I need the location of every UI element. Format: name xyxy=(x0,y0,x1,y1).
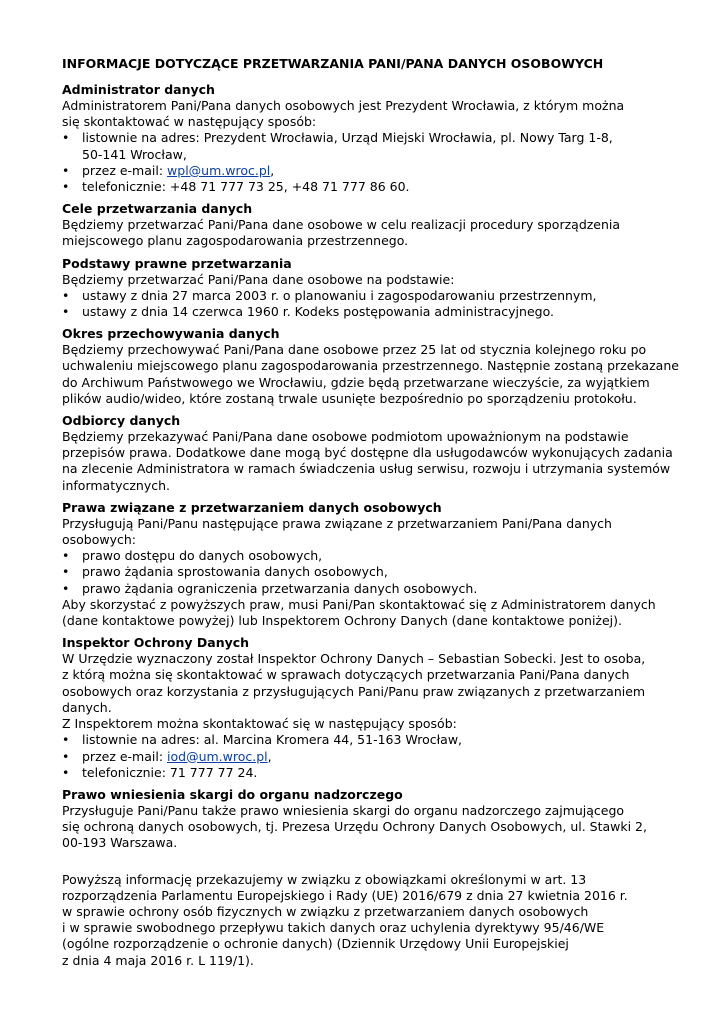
administrator-line: się skontaktować w następujący sposób: xyxy=(62,114,317,130)
section-okres xyxy=(62,326,682,407)
okres-line: do Archiwum Państwowego we Wrocławiu, gdzie będą przetwarzane wieczyście, za wyjątkiem xyxy=(62,374,650,390)
bullet-icon: • xyxy=(62,732,70,748)
section-cele xyxy=(62,201,682,249)
podstawy-item: ustawy z dnia 27 marca 2003 r. o planowaniu i zagospodarowaniu przestrzennym, xyxy=(82,287,597,303)
section-odbiorcy xyxy=(62,413,682,494)
footer-line: z dnia 4 maja 2016 r. L 119/1). xyxy=(62,952,254,968)
list-item xyxy=(62,304,682,320)
document xyxy=(62,56,682,975)
podstawy-list xyxy=(62,288,682,320)
spacer xyxy=(62,858,682,872)
okres-line: plików audio/wideo, które zostaną trwale usunięte bezpośrednio po sporządzeniu protokołu. xyxy=(62,390,637,406)
okres-line: Będziemy przechowywać Pani/Pana dane osobowe przez 25 lat od stycznia kolejnego roku po xyxy=(62,342,647,358)
administrator-contact-list xyxy=(62,130,682,195)
okres-line: uchwaleniu miejscowego planu zagospodarowania przestrzennego. Następnie zostaną przekazane xyxy=(62,358,679,374)
cele-line: miejscowego planu zagospodarowania przestrzennego. xyxy=(62,233,409,249)
bullet-icon: • xyxy=(62,580,70,596)
skarga-line: 00-193 Warszawa. xyxy=(62,835,178,851)
bullet-icon: • xyxy=(62,564,70,580)
email-label: przez e-mail: xyxy=(82,748,168,764)
iod-line: Z Inspektorem można skontaktować się w następujący sposób: xyxy=(62,716,457,732)
list-item xyxy=(62,179,682,195)
administrator-address: listownie na adres: Prezydent Wrocławia, Urząd Miejski Wrocławia, pl. Nowy Targ 1-8, xyxy=(82,130,613,146)
odbiorcy-line: na zlecenie Administratora w ramach świadczenia usług serwisu, rozwoju i utrzymania systemów xyxy=(62,461,671,477)
heading-prawa: Prawa związane z przetwarzaniem danych osobowych xyxy=(62,499,442,515)
bullet-icon: • xyxy=(62,179,70,195)
list-item xyxy=(62,581,682,597)
prawa-outro-line: (dane kontaktowe powyżej) lub Inspektorem Ochrony Danych (dane kontaktowe poniżej). xyxy=(62,613,622,629)
list-item xyxy=(62,564,682,580)
heading-cele: Cele przetwarzania danych xyxy=(62,201,253,217)
list-item xyxy=(62,749,682,765)
iod-email-link[interactable]: iod@um.wroc.pl xyxy=(167,748,268,764)
prawa-intro-line: osobowych: xyxy=(62,532,137,548)
footer-line: Powyższą informację przekazujemy w związku z obowiązkami określonymi w art. 13 xyxy=(62,871,587,887)
administrator-line: Administratorem Pani/Pana danych osobowych jest Prezydent Wrocławia, z którym można xyxy=(62,98,625,113)
section-administrator xyxy=(62,82,682,195)
footer-line: rozporządzenia Parlamentu Europejskiego i Rady (UE) 2016/679 z dnia 27 kwietnia 2016 r. xyxy=(62,887,628,903)
iod-phone: telefonicznie: 71 777 77 24. xyxy=(82,764,258,780)
cele-line: Będziemy przetwarzać Pani/Pana dane osobowe w celu realizacji procedury sporządzenia xyxy=(62,217,621,233)
bullet-icon: • xyxy=(62,548,70,564)
section-legal-basis xyxy=(62,872,682,969)
punctuation: , xyxy=(267,748,272,764)
prawa-item: prawo żądania sprostowania danych osobowych, xyxy=(82,564,388,580)
footer-line: w sprawie ochrony osób fizycznych w związku z przetwarzaniem danych osobowych xyxy=(62,903,589,919)
punctuation: , xyxy=(270,162,275,178)
list-item xyxy=(62,130,682,162)
bullet-icon: • xyxy=(62,304,70,320)
skarga-line: Przysługuje Pani/Panu także prawo wniesienia skargi do organu nadzorczego zajmującego xyxy=(62,802,625,818)
administrator-address-cont: 50-141 Wrocław, xyxy=(82,146,187,162)
list-item xyxy=(62,732,682,748)
iod-address: listownie na adres: al. Marcina Kromera 44, 51-163 Wrocław, xyxy=(82,732,463,748)
list-item xyxy=(62,765,682,781)
odbiorcy-line: przepisów prawa. Dodatkowe dane mogą być dostępne dla usługodawców wykonujących zadania xyxy=(62,445,673,461)
odbiorcy-line: Będziemy przekazywać Pani/Pana dane osobowe podmiotom upoważnionym na podstawie xyxy=(62,429,629,445)
footer-line: i w sprawie swobodnego przepływu takich danych oraz uchylenia dyrektywy 95/46/WE xyxy=(62,920,605,936)
list-item xyxy=(62,163,682,179)
heading-podstawy: Podstawy prawne przetwarzania xyxy=(62,255,292,271)
odbiorcy-line: informatycznych. xyxy=(62,477,171,493)
footer-line: (ogólne rozporządzenie o ochronie danych) (Dziennik Urzędowy Unii Europejskiej xyxy=(62,936,569,952)
bullet-icon: • xyxy=(62,764,70,780)
prawa-list xyxy=(62,548,682,597)
iod-line: W Urzędzie wyznaczony został Inspektor Ochrony Danych – Sebastian Sobecki. Jest to osoba, xyxy=(62,651,646,667)
podstawy-intro: Będziemy przetwarzać Pani/Pana dane osobowe na podstawie: xyxy=(62,271,455,287)
list-item xyxy=(62,288,682,304)
section-prawa xyxy=(62,500,682,629)
skarga-line: się ochroną danych osobowych, tj. Prezesa Urzędu Ochrony Danych Osobowych, ul. Stawki 2, xyxy=(62,819,647,835)
prawa-item: prawo dostępu do danych osobowych, xyxy=(82,548,323,564)
iod-line: osobowych oraz korzystania z przysługujących Pani/Panu praw związanych z przetwarzaniem xyxy=(62,683,646,699)
heading-skarga: Prawo wniesienia skargi do organu nadzorczego xyxy=(62,786,403,802)
prawa-item: prawo żądania ograniczenia przetwarzania danych osobowych. xyxy=(82,580,478,596)
section-podstawy xyxy=(62,256,682,321)
administrator-phone: telefonicznie: +48 71 777 73 25, +48 71 777 86 60. xyxy=(82,179,410,195)
iod-line: danych. xyxy=(62,699,112,715)
heading-iod: Inspektor Ochrony Danych xyxy=(62,635,250,651)
list-item xyxy=(62,548,682,564)
iod-line: z którą można się skontaktować w sprawach dotyczących przetwarzania Pani/Pana danych xyxy=(62,667,630,683)
section-skarga xyxy=(62,787,682,852)
bullet-icon: • xyxy=(62,130,70,146)
heading-odbiorcy: Odbiorcy danych xyxy=(62,413,181,429)
section-iod xyxy=(62,635,682,781)
heading-administrator: Administrator danych xyxy=(62,82,215,97)
bullet-icon: • xyxy=(62,162,70,178)
podstawy-item: ustawy z dnia 14 czerwca 1960 r. Kodeks postępowania administracyjnego. xyxy=(82,304,554,320)
email-label: przez e-mail: xyxy=(82,162,168,178)
iod-contact-list xyxy=(62,732,682,781)
page-title: INFORMACJE DOTYCZĄCE PRZETWARZANIA PANI/PANA DANYCH OSOBOWYCH xyxy=(62,56,604,71)
administrator-email-link[interactable]: wpl@um.wroc.pl xyxy=(167,162,271,178)
bullet-icon: • xyxy=(62,748,70,764)
prawa-intro-line: Przysługują Pani/Panu następujące prawa związane z przetwarzaniem Pani/Pana danych xyxy=(62,515,612,531)
bullet-icon: • xyxy=(62,287,70,303)
prawa-outro-line: Aby skorzystać z powyższych praw, musi Pani/Pan skontaktować się z Administratorem danych xyxy=(62,596,656,612)
heading-okres: Okres przechowywania danych xyxy=(62,326,280,342)
